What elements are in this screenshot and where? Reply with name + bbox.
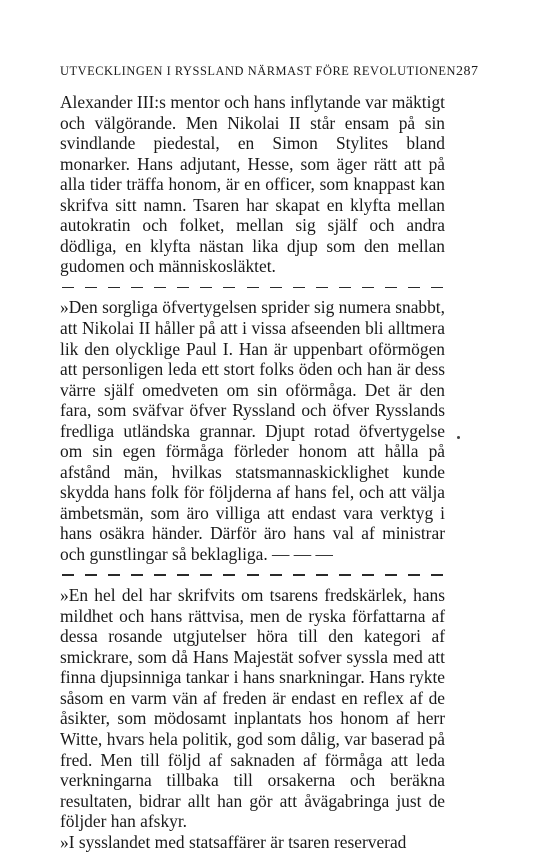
paragraph: »Den sorgliga öfvertygelsen sprider sig numera snabbt, att Nikolai II håller på att i vissa afseenden bli alltmera lik den olycklige Paul I. Han är uppenbart oförmögen att personligen leda ett stort folks öden och han är dess värre själf omedveten om sin oförmåga. Det är den fara, som sväfvar öfver Ryssland och öfver Rysslands fredliga utländska grannar. Djupt rotad öfvertygelse om sin egen förmåga förleder honom att hålla på afstånd män, hvilkas statsmannaskicklighet kunde skydda hans folk för följderna af hans fel, och att välja ämbetsmän, som äro villiga att endast vara verktyg i hans osäkra händer. Därför äro hans val af ministrar och gunstlingar så beklagliga. — — — <box>60 297 445 565</box>
dash-separator <box>60 565 445 586</box>
paragraph: »I sysslandet med statsaffärer är tsaren reserverad <box>60 831 407 852</box>
paragraph: »En hel del har skrifvits om tsarens fredskärlek, hans mildhet och hans rättvisa, men de ryska författarna af dessa rosande utgjutelser höra till den kategori af smickrare, som då Hans Majestät sofver syssla med att finna djupsinniga tankar i hans snarkningar. Hans rykte såsom en varm vän af freden är endast en reflex af de åsikter, som mödosamt inplantats hos honom af herr Witte, hvars hela politik, god som dålig, var baserad på fred. Men till följd af saknaden af förmåga att leda verkningarna tillbaka till orsakerna och beräkna resultaten, bidrar allt han gör att åvägabringa just de följder han afskyr. <box>60 585 445 832</box>
print-speck <box>457 436 460 439</box>
paragraph: Alexander III:s mentor och hans inflytande var mäktigt och välgörande. Men Nikolai II står ensam på sin svindlande piedestal, en Simon Stylites bland monarker. Hans adjutant, Hesse, som äger rätt att på alla tider träffa honom, är en officer, som knappast kan skrifva sitt namn. Tsaren har skapat en klyfta mellan autokratin och folket, mellan sig själf och andra dödliga, en klyfta nästan lika djup som den mellan gudomen och människosläktet. <box>60 92 445 277</box>
book-page <box>60 64 479 852</box>
running-title: UTVECKLINGEN I RYSSLAND NÄRMAST FÖRE REVOLUTIONEN <box>60 64 457 78</box>
page-number: 287 <box>456 64 479 79</box>
dash-separator <box>60 277 445 298</box>
body-text <box>60 92 445 852</box>
running-header <box>60 64 479 80</box>
